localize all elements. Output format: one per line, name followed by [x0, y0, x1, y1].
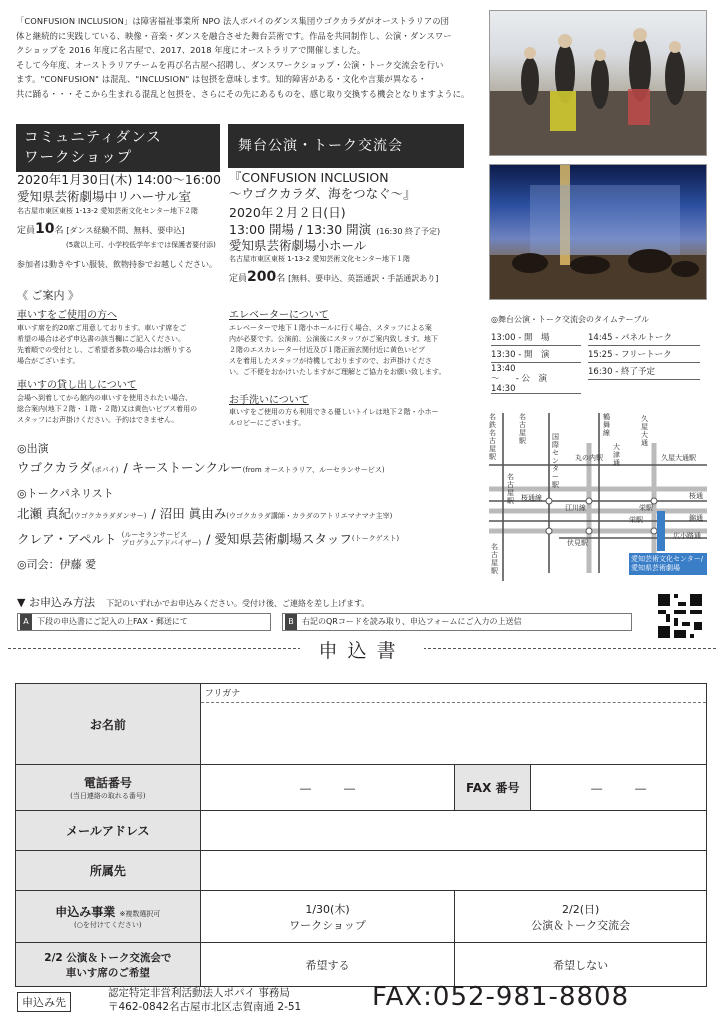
stage-venue: 愛知県芸術劇場小ホール [229, 238, 367, 253]
workshop-dress-note: 参加者は動きやすい服装、飲物持参でお越しください。 [17, 260, 217, 269]
workshop-datetime: 2020年1月30日(木) 14:00～16:00 [17, 172, 221, 187]
elevator-text: エレベーターで地下１階小ホールに行く場合、スタッフによる案 内が必要です。公演前、公演後にスタッフがご案内致します。地下 ２階のエスカレーター付近及び１階正面玄関付近に黄色いビブ スを着用したスタッフが待機しておりますので、お声掛けくださ い。ご不便をおかけいたしますがご理解とご協力をお願い致します。 [229, 324, 446, 376]
name-label: お名前 [16, 684, 201, 765]
footer-fax: FAX:052-981-8808 [372, 982, 630, 1012]
furigana-label: フリガナ [204, 689, 241, 699]
panelists-heading: ◎トークパネリスト [17, 487, 114, 500]
mc: ◎司会：伊藤 愛 [17, 558, 97, 571]
performers: ウゴクカラダ(ポパイ) / キーストーンクルー(from オーストラリア、ルーセランサービス) [17, 460, 385, 475]
panelists-line2: クレア・アペルト (ルーセランサービス プログラムアドバイザー) / 愛知県芸術劇場スタッフ(トークゲスト) [17, 530, 400, 547]
stage-date: 2020年２月２日(日) [229, 205, 346, 220]
stage-header: 舞台公演・トーク交流会 [228, 124, 464, 168]
timetable [491, 330, 701, 396]
map-label: 桜通 [689, 492, 703, 500]
org-label: 所属先 [16, 851, 201, 891]
map-venue-label: 愛知芸術文化センター/ 愛知県芸術劇場 [631, 555, 704, 572]
map-label: 名古屋駅 [519, 413, 526, 445]
workshop-header: コミュニティダンス ワークショップ [16, 124, 220, 172]
rental-text: 会場へ到着してから館内の車いすを使用されたい場合、 総合案内(地下２階・１階・２階)又は黄色いビブス着用の スタッフにお声掛けください。予約はできません。 [17, 394, 198, 424]
email-field[interactable] [200, 811, 706, 851]
event-label: 申込み事業 ※複数選択可 (○を付けてください) [16, 891, 201, 943]
map-label: 桜通線 [521, 494, 542, 502]
toilet-title: お手洗いについて [229, 395, 309, 406]
wheelchair-no-option[interactable]: 希望しない [455, 943, 707, 987]
map-label: 名鉄名古屋駅 [489, 413, 496, 461]
org-field[interactable] [200, 851, 706, 891]
email-label: メールアドレス [16, 811, 201, 851]
timetable-title: ◎舞台公演・トーク交流会のタイムテーブル [491, 315, 649, 324]
event-option-workshop[interactable]: 1/30(木) ワークショップ [200, 891, 455, 943]
map-label: 名古屋駅 [507, 473, 514, 505]
map-label: 大津通 [613, 443, 620, 467]
stage-address: 名古屋市東区東桜 1-13-2 愛知芸術文化センター地下１階 [229, 255, 411, 263]
map-label: 伏見駅 [567, 539, 588, 547]
workshop-address: 名古屋市東区東桜 1-13-2 愛知芸術文化センター地下２階 [17, 207, 199, 215]
rental-title: 車いすの貸し出しについて [17, 380, 137, 391]
stage-capacity: 定員200名 [無料、要申込、英語通訳・手話通訳あり] [229, 269, 439, 285]
map-label: 鶴舞線 [603, 413, 610, 437]
workshop-capacity: 定員10名 [ダンス経験不問、無料、要申込] [17, 221, 185, 237]
apply-option-a: A 下段の申込書にご記入の上FAX・郵送にて [17, 613, 271, 631]
intro-text: 「CONFUSION INCLUSION」は障害福祉事業所 NPO 法人ポパイのダンス集団ウゴクカラダがオーストラリアの団 体と継続的に実践している、映像・音楽・ダンスを融合させた舞台芸術です。作品を共同制作し、公演・ダンスワー クショップを 2016 年度に名古屋で、2017、2018 年度にオーストラリアで開催しました。 そして今年度、オーストラリアチームを再び名古屋へ招聘し、ダンスワークショップ・公演・トーク交流会を行い ます。"CONFUSION" は混乱、"INCLUSION" は包摂を意味します。知的障害がある・文化や言葉が異なる・ 共に踊る・・・そこから生まれる混乱と包摂を、さらにその先にあるものを、感じ取り交換する機会となりますように。 [16, 16, 470, 99]
stage-time: 13:00 開場 / 13:30 開演 (16:30 終了予定) [229, 222, 441, 237]
fax-field[interactable]: ― ― [531, 765, 707, 811]
map-label: 久屋大通駅 [661, 454, 696, 462]
map-label: 錦通 [689, 514, 703, 522]
performers-heading: ◎出演 [17, 442, 49, 455]
timetable-row: 14:45 ‐ パネルトーク [588, 330, 700, 346]
stage-name-line1: 『CONFUSION INCLUSION [229, 170, 389, 185]
map-label: 栄駅 [639, 504, 653, 512]
footer-address: 認定特定非営利活動法人ポパイ 事務局 〒462-0842名古屋市北区志賀南通 2-51 [108, 987, 302, 1013]
qr-code[interactable] [658, 594, 702, 638]
workshop-venue: 愛知県芸術劇場中リハーサル室 [17, 189, 192, 204]
wheelchair-request-label: 2/2 公演＆トーク交流会で 車いす席のご希望 [16, 943, 201, 987]
name-field[interactable] [200, 684, 706, 765]
form-title: 申込書 [300, 636, 424, 663]
stage-name-line2: ～ウゴクカラダ、海をつなぐ～』 [229, 186, 416, 201]
workshop-age-note: (5歳以上可、小学校低学年までは保護者要付添) [66, 241, 216, 249]
panelists-line1: 北瀬 真紀(ウゴクカラダダンサー) / 沼田 眞由み(ウゴクカラダ講師・カラダのアトリエマナマナ主宰) [17, 506, 393, 521]
application-form [15, 683, 707, 987]
map-label: 栄駅 [629, 516, 643, 524]
apply-method: ▼ お申込み方法 下記のいずれかでお申込みください。受付け後、ご連絡を差し上げます。 [17, 596, 370, 609]
timetable-row: 15:25 ‐ フリートーク [588, 347, 700, 363]
map-label: 名古屋駅 [491, 543, 498, 575]
timetable-row: 13:00 ‐ 開 場 [491, 330, 581, 346]
footer-label: 申込み先 [17, 992, 71, 1012]
map-label: 丸の内駅 [575, 454, 603, 462]
map-label: 江川線 [565, 504, 586, 512]
stage-photo [489, 164, 707, 300]
timetable-row: 13:40 ～ 14:30 ‐ 公 演 [491, 364, 581, 394]
map-label: 国際センター駅 [552, 433, 559, 489]
wheelchair-yes-option[interactable]: 希望する [200, 943, 455, 987]
timetable-row: 16:30 ‐ 終了予定 [588, 364, 700, 380]
phone-field[interactable]: ― ― [200, 765, 455, 811]
guide-header: 《 ご案内 》 [17, 289, 79, 302]
map-label: 久屋大通 [641, 415, 648, 447]
event-option-stage[interactable]: 2/2(日) 公演＆トーク交流会 [455, 891, 707, 943]
apply-option-b: B 右記のQRコードを読み取り、申込フォームにご入力の上送信 [282, 613, 632, 631]
timetable-row: 13:30 ‐ 開 演 [491, 347, 581, 363]
wheelchair-text: 車いす席を約20席ご用意しております。車いす席をご 希望の場合は必ず申込書の該当欄にご記入ください。 先着順での受付とし、ご希望者多数の場合はお断りする 場合がございます。 [17, 324, 192, 365]
wheelchair-title: 車いすをご使用の方へ [17, 310, 117, 321]
workshop-photo [489, 10, 707, 156]
map-label: 広小路通 [673, 532, 701, 540]
access-map [489, 403, 707, 581]
phone-label: 電話番号 (当日連絡の取れる番号) [16, 765, 201, 811]
toilet-text: 車いすをご使用の方も利用できる優しいトイレは地下２階・小ホー ルロビーにございます。 [229, 408, 439, 427]
fax-label: FAX 番号 [455, 765, 531, 811]
elevator-title: エレベーターについて [229, 310, 329, 321]
